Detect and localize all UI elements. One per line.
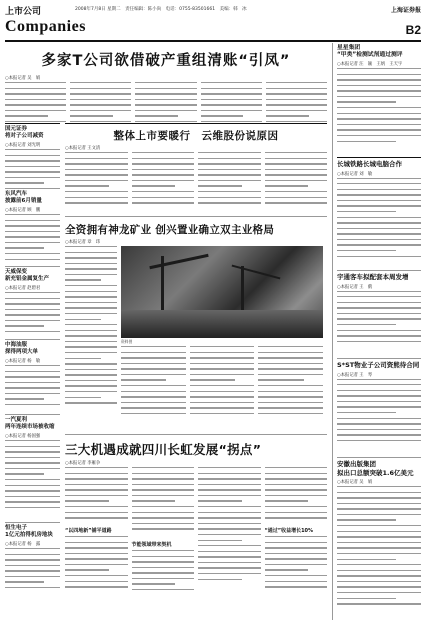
brief-title: 东风汽车 披露前6月销量 bbox=[5, 191, 42, 204]
lead-headline: 多家T公司欲借破产重组清账“引凤” bbox=[41, 53, 291, 69]
story-2 bbox=[65, 128, 327, 216]
brief-0 bbox=[5, 126, 60, 188]
brief-byline: ○本报记者 刘光明 bbox=[5, 143, 41, 148]
story-4-sub-right: “通过”收益增长10% bbox=[264, 528, 314, 534]
story-4 bbox=[65, 440, 327, 622]
issue-meta: 2008年7月8日 星期二 责任编辑：陈小尚 电话：0755-83501661 美编：韩 冰 bbox=[75, 7, 247, 12]
brief-byline: ○本报记者 杨 露 bbox=[5, 542, 41, 547]
brief-byline: ○本报记者 顾 鹏 bbox=[5, 208, 41, 213]
story-4-headline: 三大机遇成就四川长虹发展“拐点” bbox=[65, 442, 262, 457]
story-3 bbox=[65, 222, 327, 434]
lead-body-col-2 bbox=[70, 82, 131, 128]
masthead bbox=[5, 4, 421, 42]
newspaper-brand: 上海证券报 bbox=[390, 7, 421, 14]
brief-5 bbox=[5, 525, 60, 605]
brief-4 bbox=[5, 417, 60, 522]
brief-3 bbox=[5, 342, 60, 414]
lead-body bbox=[5, 73, 327, 128]
right-item-title: 星星集团 “甲类”检测试剂通过测评 bbox=[337, 45, 403, 58]
brief-2 bbox=[5, 269, 60, 339]
right-item-3 bbox=[337, 361, 421, 457]
lead-body-col-3 bbox=[135, 82, 196, 128]
right-item-byline: ○本报记者 王 琴 bbox=[337, 372, 373, 378]
lead-byline: ○本报记者 吴 娟 bbox=[5, 76, 41, 81]
brief-title: 天威保变 新充铝金属复生产 bbox=[5, 269, 50, 282]
main-stories bbox=[65, 123, 327, 622]
right-item-byline: ○本报记者 王 鹤 bbox=[337, 284, 373, 290]
brief-1 bbox=[5, 191, 60, 266]
lead-story bbox=[5, 43, 327, 70]
right-item-title: S*ST物业子公司资熊待合同 bbox=[337, 361, 420, 369]
page-number: B2 bbox=[405, 23, 421, 37]
right-item-4 bbox=[337, 460, 421, 620]
story-2-headline: 整体上市要暖行 云维股份说原因 bbox=[113, 130, 279, 142]
section-title-cn: 上市公司 bbox=[5, 7, 42, 17]
right-item-byline: ○本报记者 刘 敏 bbox=[337, 171, 373, 177]
mining-photo bbox=[121, 246, 323, 338]
right-column bbox=[332, 43, 421, 620]
brief-byline: ○本报记者 杨国强 bbox=[5, 434, 41, 439]
right-item-byline: ○本报记者 汪 颖 王炳 王天宇 bbox=[337, 62, 403, 67]
right-item-2 bbox=[337, 273, 421, 358]
right-item-1 bbox=[337, 160, 421, 270]
story-2-byline: ○本报记者 王文清 bbox=[65, 146, 101, 151]
story-4-sub-mid: 节能领域带来契机 bbox=[131, 542, 172, 548]
briefs-column bbox=[5, 123, 60, 605]
right-item-0 bbox=[337, 45, 421, 157]
lead-body-col-1 bbox=[5, 82, 66, 128]
story-3-byline: ○本报记者 章 玮 bbox=[65, 240, 101, 245]
section-title-en: Companies bbox=[5, 18, 86, 35]
lead-body-col-5 bbox=[266, 82, 327, 128]
story-4-sub-left: “以四地新”铺平道路 bbox=[65, 528, 112, 534]
right-item-title: 宇通客车拟配套本周发增 bbox=[337, 273, 409, 281]
brief-title: 中海油服 探得两项大单 bbox=[5, 342, 39, 355]
brief-byline: ○本报记者 杨 敏 bbox=[5, 359, 41, 364]
brief-title: 恒生电子 1亿元拍得机房地块 bbox=[5, 525, 53, 538]
right-item-title: 安徽出版集团 拟出口总额突破1.6亿美元 bbox=[337, 460, 414, 477]
right-item-byline: ○本报记者 吴 娟 bbox=[337, 480, 373, 485]
story-4-byline: ○本报记者 李雁争 bbox=[65, 461, 101, 466]
lead-body-col-4 bbox=[201, 82, 262, 128]
brief-byline: ○本报记者 赵碧君 bbox=[5, 286, 41, 291]
photo-caption: 资料图 bbox=[121, 339, 133, 344]
brief-title: 国元证券 将对子公司减资 bbox=[5, 126, 44, 139]
right-item-title: 长城铁路长城电脑合作 bbox=[337, 160, 402, 168]
story-3-headline: 全资拥有神龙矿业 创兴置业确立双主业格局 bbox=[65, 224, 275, 236]
brief-title: 一汽夏利 两年连续市场被收缩 bbox=[5, 417, 55, 430]
